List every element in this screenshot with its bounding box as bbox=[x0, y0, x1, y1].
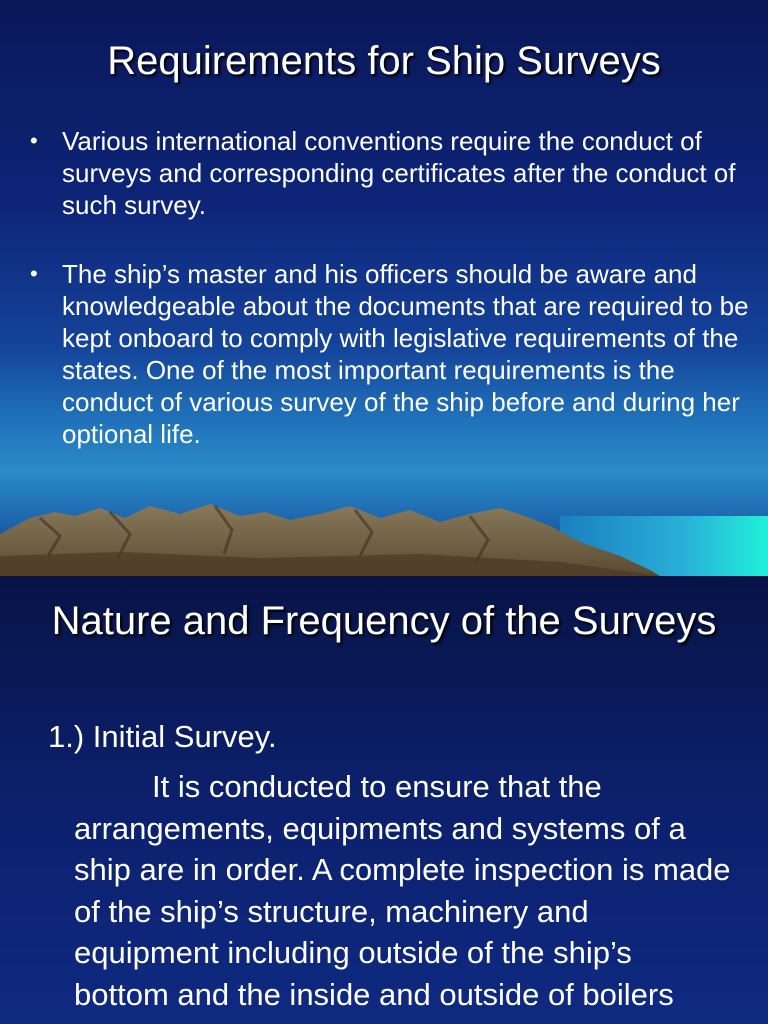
slide-2-title: Nature and Frequency of the Surveys bbox=[51, 599, 717, 643]
bullet-item bbox=[30, 258, 750, 450]
section-heading: 1.) Initial Survey. bbox=[48, 719, 277, 754]
section-body-text: It is conducted to ensure that the arrangements, equipments and systems of a ship are in order. A complete inspection is made of the ship’s structure, machinery and equipment including outside of the ship’s bottom and the inside and outside of boilers bbox=[74, 769, 731, 1012]
slide-2 bbox=[0, 576, 768, 1024]
bullet-text: Various international conventions require the conduct of surveys and corresponding certificates after the conduct of such survey. bbox=[62, 126, 736, 220]
bullet-dot-icon: • bbox=[30, 261, 38, 286]
bullet-item bbox=[30, 125, 750, 221]
mountain-landscape-icon bbox=[0, 496, 768, 576]
slide-1-title: Requirements for Ship Surveys bbox=[107, 39, 661, 83]
bullet-dot-icon: • bbox=[30, 128, 38, 153]
bullet-list bbox=[30, 125, 750, 487]
bullet-text: The ship’s master and his officers should be aware and knowledgeable about the documents that are required to be kept onboard to comply with legislative requirements of the states. One of the most important requirements is the conduct of various survey of the ship before and during her optional life. bbox=[62, 259, 749, 449]
